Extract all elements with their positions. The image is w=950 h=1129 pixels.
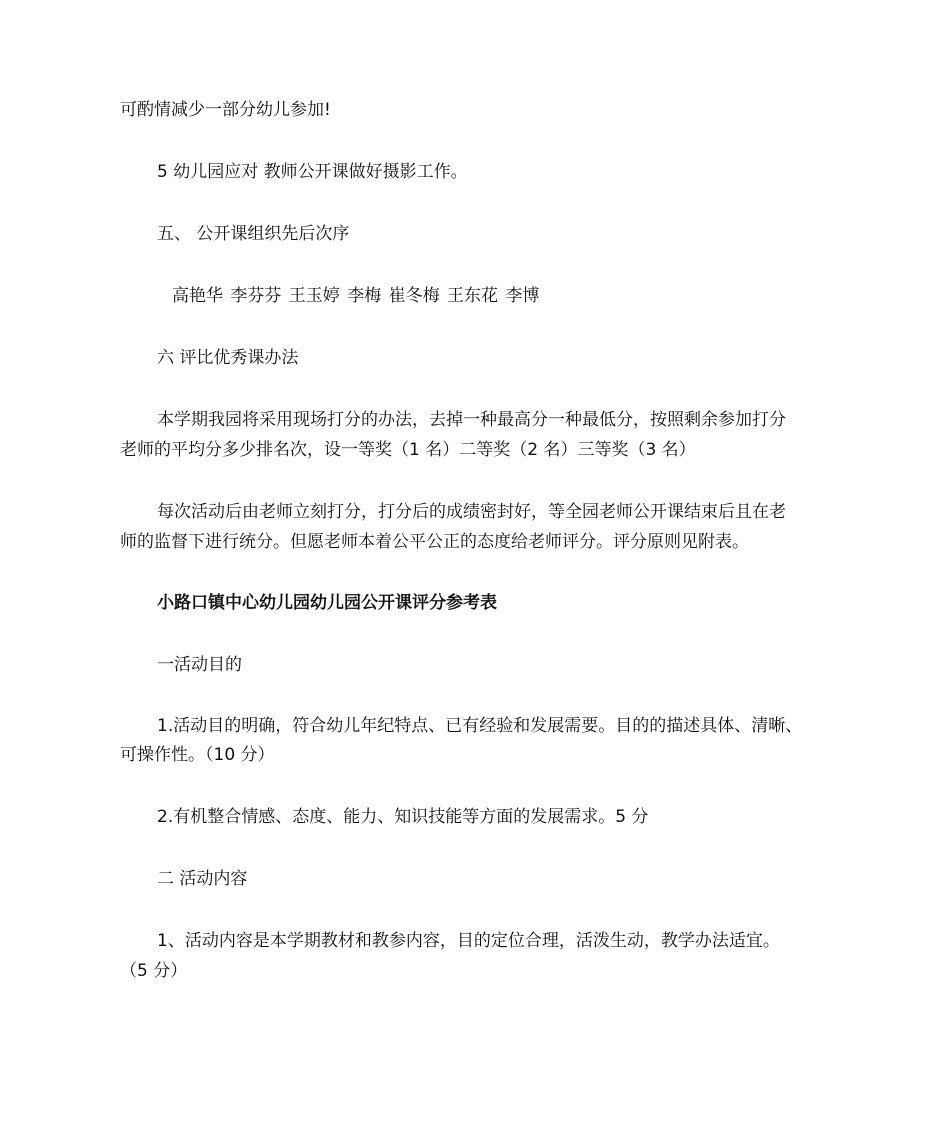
paragraph-scoring-line-1: 本学期我园将采用现场打分的办法，去掉一种最高分一种最低分，按照剩余参加打分 xyxy=(157,410,786,430)
teacher-order-list: 高艳华 李芬芬 王玉婷 李梅 崔冬梅 王东花 李博 xyxy=(172,286,540,306)
text-line-continuation: 可酌情减少一部分幼儿参加! xyxy=(120,100,331,120)
paragraph-procedure-line-2: 师的监督下进行统分。但愿老师本着公平公正的态度给老师评分。评分原则见附表。 xyxy=(120,532,749,552)
criterion-1-line-2: 可操作性。（10 分） xyxy=(120,745,275,765)
subsection-heading-activity-content: 二 活动内容 xyxy=(157,869,248,889)
table-title: 小路口镇中心幼儿园幼儿园公开课评分参考表 xyxy=(157,593,497,613)
criterion-2: 2.有机整合情感、态度、能力、知识技能等方面的发展需求。5 分 xyxy=(157,807,649,827)
content-criterion-1-line-1: 1、活动内容是本学期教材和教参内容，目的定位合理，活泼生动，教学办法适宜。 xyxy=(157,931,780,951)
subsection-heading-activity-goal: 一活动目的 xyxy=(157,655,242,675)
paragraph-scoring-line-2: 老师的平均分多少排名次，设一等奖（1 名）二等奖（2 名）三等奖（3 名） xyxy=(120,440,696,460)
section-heading-6: 六 评比优秀课办法 xyxy=(157,348,299,368)
paragraph-procedure-line-1: 每次活动后由老师立刻打分，打分后的成绩密封好，等全园老师公开课结束后且在老 xyxy=(157,502,786,522)
text-line-item-5: 5 幼儿园应对 教师公开课做好摄影工作。 xyxy=(157,162,468,182)
content-criterion-1-line-2: （5 分） xyxy=(120,961,188,981)
criterion-1-line-1: 1.活动目的明确，符合幼儿年纪特点、已有经验和发展需要。目的的描述具体、清晰、 xyxy=(157,716,803,736)
section-heading-5: 五、 公开课组织先后次序 xyxy=(157,224,350,244)
